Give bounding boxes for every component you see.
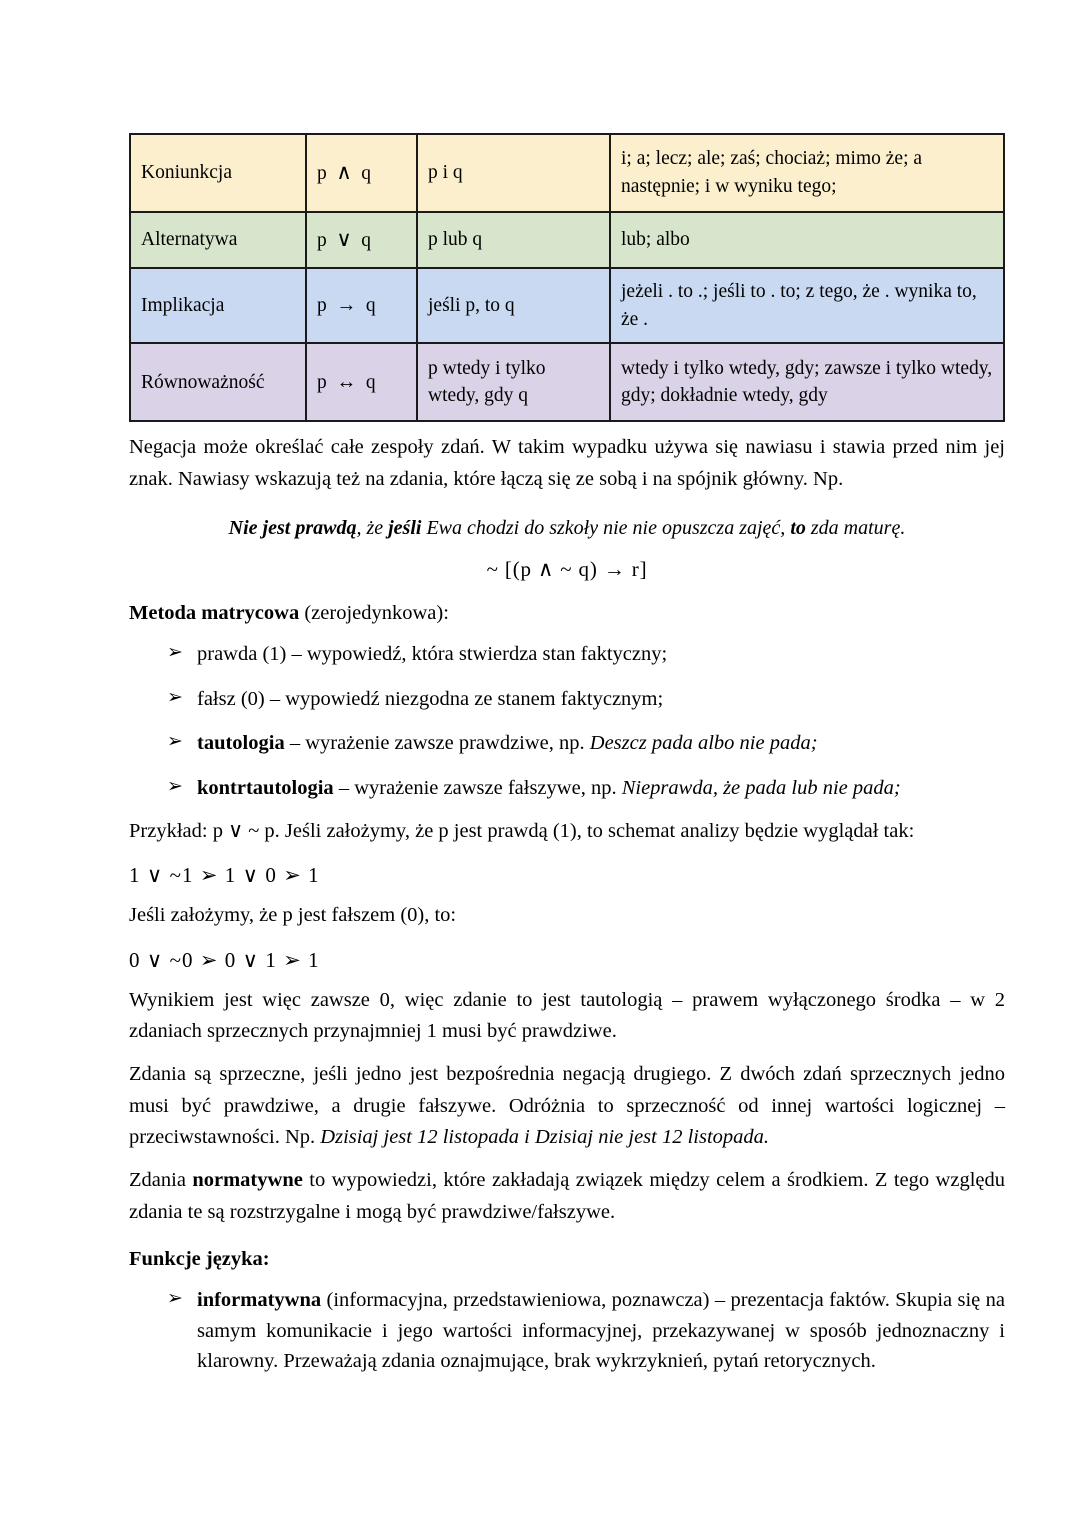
symbol-right: q <box>361 230 374 252</box>
connective-reading: p i q <box>417 134 610 212</box>
connective-words: wtedy i tylko wtedy, gdy; zawsze i tylko wtedy, gdy; dokładnie wtedy, gdy <box>610 343 1004 421</box>
table-row <box>130 134 1004 212</box>
paragraph-przyklad-false-intro: Jeśli założymy, że p jest fałszem (0), to: <box>129 904 457 927</box>
connective-words: i; a; lecz; ale; zaś; chociaż; mimo że; a następnie; i w wyniku tego; <box>610 134 1004 212</box>
formula-false-case: 0 ∨ ~0 ➢ 0 ∨ 1 ➢ 1 <box>129 947 320 972</box>
paragraph-negacja: Negacja może określać całe zespoły zdań. W takim wypadku używa się nawiasu i stawia przed nim jej znak. Nawiasy wskazują też na zdania, które łączą się ze sobą i na spójnik główny. Np. <box>129 436 1005 490</box>
symbol-operator: → <box>336 294 359 317</box>
list-item <box>129 1285 1005 1377</box>
list-item-italic: Deszcz pada albo nie pada; <box>589 732 818 755</box>
connective-words: jeżeli . to .; jeśli to . to; z tego, że . wynika to, że . <box>610 268 1004 343</box>
paragraph-normatywne <box>129 1165 1005 1228</box>
example-mid-2: Ewa chodzi do szkoły nie nie opuszcza zajęć, <box>421 517 791 540</box>
connective-symbol <box>306 343 417 421</box>
example-bold-2: jeśli <box>388 517 422 540</box>
arrow-bullet-icon: ➢ <box>167 1287 183 1309</box>
symbol-operator: ∨ <box>336 227 355 252</box>
paragraph-sprzeczne <box>129 1059 1005 1153</box>
connective-symbol <box>306 134 417 212</box>
example-sentence <box>129 513 1005 543</box>
list-item-italic: Nieprawda, że pada lub nie pada; <box>621 777 901 800</box>
symbol-left: p <box>317 372 330 394</box>
table-row <box>130 343 1004 421</box>
table-row <box>130 268 1004 343</box>
example-mid-3: zda maturę. <box>805 517 906 540</box>
symbol-left: p <box>317 230 330 252</box>
table-row <box>130 212 1004 268</box>
metoda-list <box>129 639 1005 804</box>
connective-words: lub; albo <box>610 212 1004 268</box>
heading-metoda-rest: (zerojedynkowa): <box>299 602 449 625</box>
formula-true-case: 1 ∨ ~1 ➢ 1 ∨ 0 ➢ 1 <box>129 863 320 888</box>
connective-symbol <box>306 212 417 268</box>
paragraph-przyklad-intro: Przykład: p ∨ ~ p. Jeśli założymy, że p jest prawdą (1), to schemat analizy będzie wyglądał tak: <box>129 819 915 842</box>
list-item-text: fałsz (0) – wypowiedź niezgodna ze stanem faktycznym; <box>197 687 664 710</box>
example-bold-1: Nie jest prawdą <box>228 517 357 540</box>
connective-symbol <box>306 268 417 343</box>
heading-funkcje-bold: Funkcje języka: <box>129 1248 270 1271</box>
connective-name: Koniunkcja <box>130 134 306 212</box>
symbol-right: q <box>361 163 374 185</box>
list-item <box>129 639 1005 670</box>
connective-reading: jeśli p, to q <box>417 268 610 343</box>
symbol-operator: ↔ <box>336 371 359 394</box>
symbol-operator: ∧ <box>336 160 355 185</box>
sprzeczne-italic: Dzisiaj jest 12 listopada i Dzisiaj nie jest 12 listopada. <box>320 1126 770 1148</box>
heading-metoda-matrycowa <box>129 598 1005 629</box>
normatywne-bold: normatywne <box>192 1169 303 1192</box>
list-item <box>129 684 1005 715</box>
document-content <box>129 133 1005 1377</box>
list-item <box>129 728 1005 759</box>
arrow-bullet-icon: ➢ <box>167 641 183 663</box>
funkcje-list <box>129 1285 1005 1377</box>
sprzeczne-plain: Zdania są sprzeczne, jeśli jedno jest bezpośrednia negacją drugiego. Z dwóch zdań sprzecznych jedno musi być prawdziwe, a drugie fałszywe. Odróżnia to sprzeczność od innej wartości logicznej – przeciwstawności. Np. <box>129 1063 1005 1148</box>
list-item-text: prawda (1) – wypowiedź, która stwierdza stan faktyczny; <box>197 642 668 665</box>
connective-name: Równoważność <box>130 343 306 421</box>
example-mid-1: , że <box>356 517 389 540</box>
example-formula: ~ [(p ∧ ~ q) → r] <box>486 557 648 582</box>
list-item-bold: informatywna <box>197 1288 322 1311</box>
arrow-bullet-icon: ➢ <box>167 731 183 753</box>
connective-name: Alternatywa <box>130 212 306 268</box>
symbol-left: p <box>317 163 330 185</box>
list-item-text: (informacyjna, przedstawieniowa, poznawcza) – prezentacja faktów. Skupia się na samym komunikacie i jego wartości informacyjnej, przekazywanej w sposób jednoznaczny i klarowny. Przeważają zdania oznajmujące, brak wykrzyknień, pytań retorycznych. <box>197 1288 1005 1373</box>
heading-metoda-bold: Metoda matrycowa <box>129 602 300 625</box>
example-bold-3: to <box>790 517 806 540</box>
logic-connectives-table <box>129 133 1005 422</box>
list-item-bold: tautologia <box>197 732 285 755</box>
list-item-text: – wyrażenie zawsze prawdziwe, np. <box>284 732 590 755</box>
symbol-left: p <box>317 295 330 317</box>
connective-reading: p wtedy i tylko wtedy, gdy q <box>417 343 610 421</box>
heading-funkcje-jezyka <box>129 1244 1005 1275</box>
arrow-bullet-icon: ➢ <box>167 776 183 798</box>
paragraph-wynikiem: Wynikiem jest więc zawsze 0, więc zdanie to jest tautologią – prawem wyłączonego środka – w 2 zdaniach sprzecznych przynajmniej 1 musi być prawdziwe. <box>129 988 1005 1042</box>
symbol-right: q <box>365 295 378 317</box>
list-item <box>129 773 1005 804</box>
normatywne-plain-2: to wypowiedzi, które zakładają związek między celem a środkiem. Z tego względu zdania te są rozstrzygalne i mogą być prawdziwe/fałszywe. <box>129 1169 1006 1223</box>
connective-name: Implikacja <box>130 268 306 343</box>
normatywne-plain-1: Zdania <box>129 1169 193 1192</box>
arrow-bullet-icon: ➢ <box>167 686 183 708</box>
symbol-right: q <box>365 372 378 394</box>
list-item-bold: kontrtautologia <box>197 777 334 800</box>
connective-reading: p lub q <box>417 212 610 268</box>
list-item-text: – wyrażenie zawsze fałszywe, np. <box>333 777 622 800</box>
